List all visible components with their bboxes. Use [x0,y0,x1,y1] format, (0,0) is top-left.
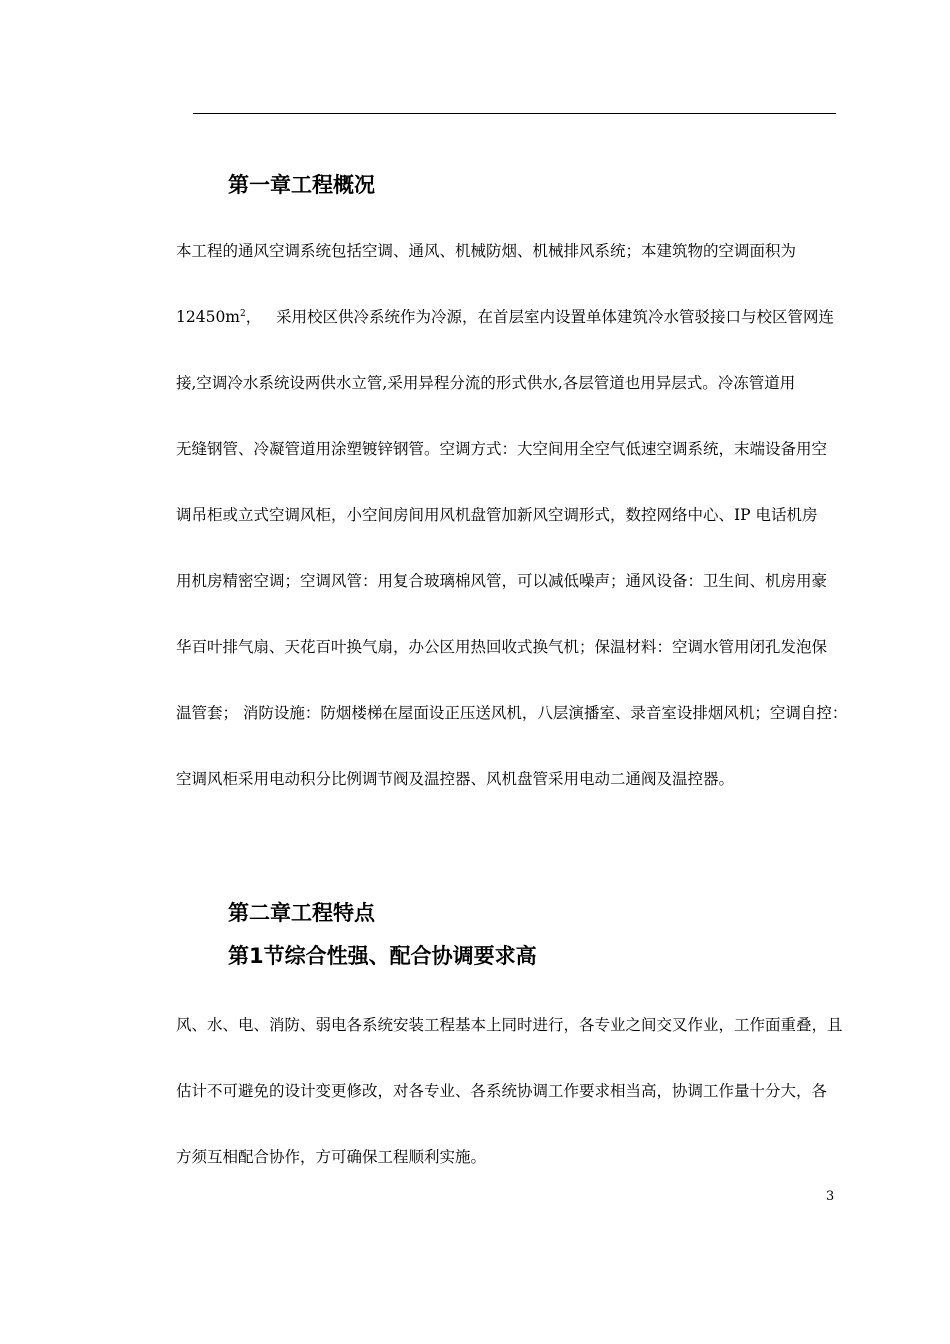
area-value: 12450m [176,308,241,326]
chapter2-paragraph [176,1010,866,1208]
paragraph-line: 方须互相配合协作，方可确保工程顺利实施。 [176,1148,487,1166]
area-suffix: ， [245,308,262,326]
paragraph-line: 无缝钢管、冷凝管道用涂塑镀锌钢管。空调方式：大空间用全空气低速空调系统，末端设备用空 [176,440,828,458]
paragraph-line: 本工程的通风空调系统包括空调、通风、机械防烟、机械排风系统；本建筑物的空调面积为 [176,242,797,260]
chapter1-paragraph [176,236,866,830]
section1-title: 第1节综合性强、配合协调要求高 [228,944,537,968]
paragraph-line: 调吊柜或立式空调风柜，小空间房间用风机盘管加新风空调形式，数控网络中心、IP 电话机房 [176,506,818,524]
paragraph-line: 接,空调冷水系统设两供水立管,采用异程分流的形式供水,各层管道也用异层式。冷冻管道用 [176,374,796,392]
paragraph-line: 空调风柜采用电动积分比例调节阀及温控器、风机盘管采用电动二通阀及温控器。 [176,770,735,788]
page-number: 3 [826,1189,835,1204]
paragraph-line [176,302,866,368]
paragraph-line: 温管套； 消防设施：防烟楼梯在屋面设正压送风机，八层演播室、录音室设排烟风机；空调自控： [176,704,848,722]
paragraph-line: 风、水、电、消防、弱电各系统安装工程基本上同时进行，各专业之间交叉作业，工作面重叠，且 [176,1016,843,1034]
chapter2-title: 第二章工程特点 [228,901,375,925]
paragraph-line: 用机房精密空调；空调风管：用复合玻璃棉风管，可以减低噪声；通风设备：卫生间、机房用豪 [176,572,828,590]
paragraph-line-text: 采用校区供冷系统作为冷源，在首层室内设置单体建筑冷水管驳接口与校区管网连 [276,308,835,326]
paragraph-line: 估计不可避免的设计变更修改，对各专业、各系统协调工作要求相当高，协调工作量十分大，各 [176,1082,828,1100]
header-rule [193,113,836,114]
area-superscript: 2 [240,308,246,319]
paragraph-line: 华百叶排气扇、天花百叶换气扇，办公区用热回收式换气机；保温材料：空调水管用闭孔发泡保 [176,638,828,656]
chapter1-title: 第一章工程概况 [228,173,375,197]
